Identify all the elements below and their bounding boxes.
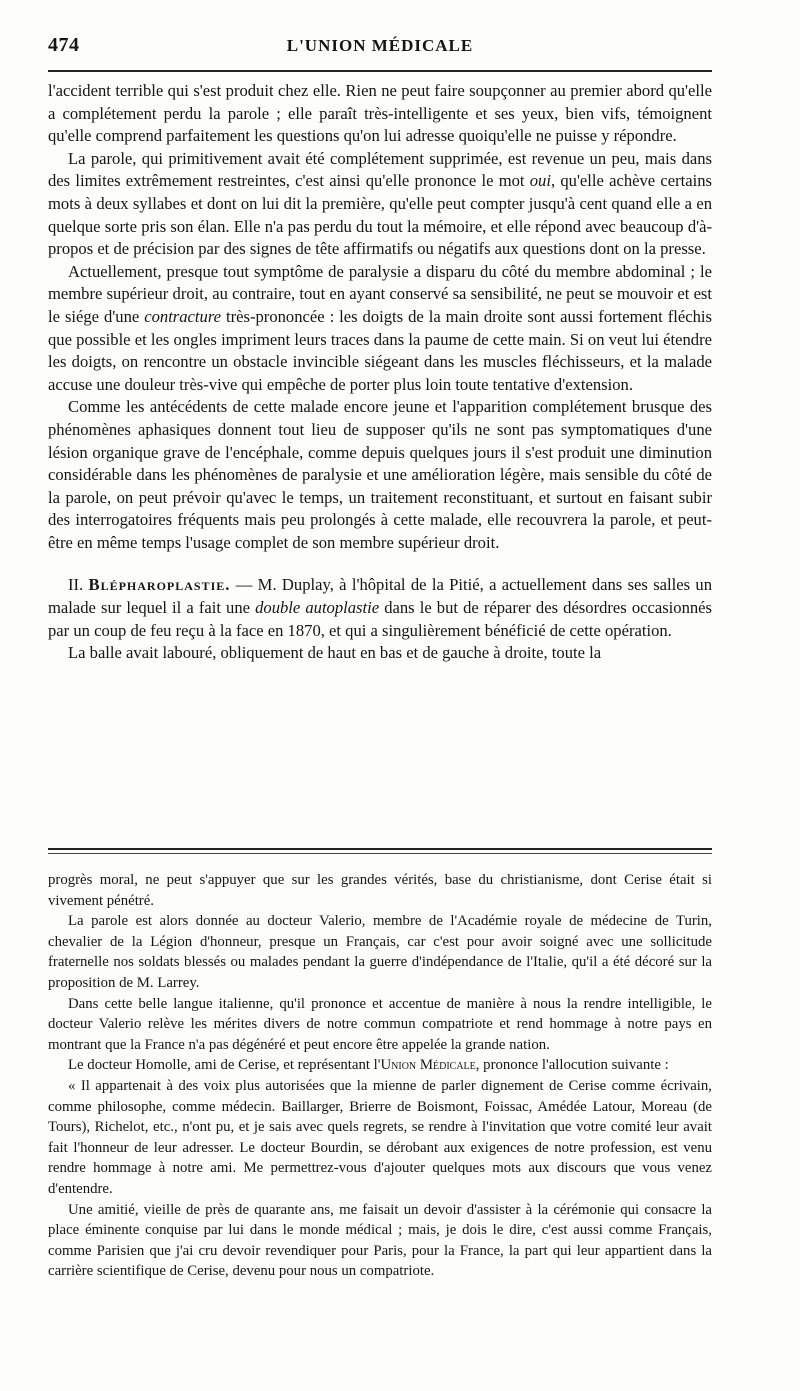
feuilleton-paragraph (48, 1055, 712, 1076)
article-paragraph: l'accident terrible qui s'est produit chez elle. Rien ne peut faire soupçonner au premier abord qu'elle a complétement perdu la parole ; elle paraît très-intelligente et ses yeux, bien vifs, témoignent qu'elle comprend parfaitement les questions qu'on lui adresse quoiqu'elle ne puisse y répondre. (48, 81, 712, 146)
article-paragraph (48, 148, 712, 261)
text-run: Actuellement, presque tout symptôme de paralysie a disparu du côté du membre abdominal ; le membre supérieur droit, au contraire, tout en ayant conservé sa sensibilité, ne peut se mouvoir et est le siége d'une (48, 261, 712, 326)
header-rule (48, 70, 712, 72)
feuilleton-paragraph: Dans cette belle langue italienne, qu'il prononce et accentue de manière à nous la rendre intelligible, le docteur Valerio relève les mérites divers de notre commun compatriote et rend hommage à notre pays en montrant que la France n'a pas dégénéré et peut encore être appelée la grande nation. (48, 995, 712, 1053)
text-run: , prononce l'allocution suivante : (475, 1057, 669, 1074)
section-title: Blépharoplastie. (88, 575, 231, 595)
text-run: , qu'elle achève certains mots à deux syllabes et dont on lui dit la première, qu'elle peut compter jusqu'à cent quand elle a en quelque sorte pris son élan. Elle n'a pas perdu du tout la mémoire, et elle répond avec beaucoup d'à-propos et de précision par des signes de tête affirmatifs ou négatifs aux questions dont on la presse. (48, 171, 712, 259)
section-number: II. (68, 575, 89, 595)
feuilleton-body (48, 870, 712, 1282)
article-body (48, 80, 712, 665)
article-paragraph (48, 261, 712, 397)
feuilleton-paragraph: Une amitié, vieille de près de quarante ans, me faisait un devoir d'assister à la cérémonie qui consacre la place éminente conquise par lui dans le monde médical ; mais, je dois le dire, c'est aussi comme Français, comme Parisien que j'ai cru devoir revendiquer pour Paris, pour la France, la part qui leur appartient dans la carrière scientifique de Cerise, devenu pour nous un compatriote. (48, 1201, 712, 1280)
feuilleton-paragraph: La parole est alors donnée au docteur Valerio, membre de l'Académie royale de médecine de Turin, chevalier de la Légion d'honneur, presque un Français, car c'est pour avoir soigné avec une sollicitude fraternelle nos soldats blessés ou malades pendant la guerre d'indépendance de l'Italie, qu'il a été décoré sur la proposition de M. Larrey. (48, 913, 712, 991)
page-header (48, 34, 712, 64)
italic-term: double autoplastie (255, 598, 380, 618)
article-paragraph: La balle avait labouré, obliquement de haut en bas et de gauche à droite, toute la (68, 643, 602, 663)
feuilleton-separator-thick (48, 848, 712, 850)
journal-title: L'UNION MÉDICALE (286, 36, 474, 55)
feuilleton-paragraph: progrès moral, ne peut s'appuyer que sur les grandes vérités, base du christianisme, dont Cerise était si vivement pénétré. (48, 872, 712, 909)
feuilleton-paragraph: « Il appartenait à des voix plus autorisées que la mienne de parler dignement de Cerise comme écrivain, comme philosophe, comme médecin. Baillarger, Brierre de Boismont, Foissac, Amédée Latour, Moreau (de Tours), Richelot, etc., n'ont pu, et je sais avec quels regrets, se rendre à l'invitation que votre comité leur avait fait l'honneur de leur adresser. Le docteur Bourdin, se dérobant aux exigences de notre profession, est venu rendre hommage à notre ami. Me permettrez-vous d'ajouter quelques mots aux discours que vous venez d'entendre. (48, 1077, 712, 1197)
italic-term: oui (529, 171, 551, 191)
page-number: 474 (48, 34, 80, 56)
italic-term: contracture (144, 306, 222, 326)
article-paragraph: Comme les antécédents de cette malade encore jeune et l'apparition complétement brusque des phénomènes aphasiques donnent tout lieu de supposer qu'ils ne sont pas symptomatiques d'une lésion organique grave de l'encéphale, comme depuis quelques jours il s'est produit une diminution considérable dans les phénomènes de paralysie et une amélioration légère, mais sensible du côté de la parole, on peut prévoir qu'avec le temps, un traitement reconstituant, et surtout en faisant subir des interrogatoires fréquents mais peu prolongés à cette malade, elle recouvrera la parole, et peut-être en même temps l'usage complet de son membre supérieur droit. (48, 397, 712, 552)
text-run: très-prononcée : les doigts de la main droite sont aussi fortement fléchis que possible et les ongles impriment leurs traces dans la paume de cette main. Si on veut lui étendre les doigts, on rencontre un obstacle invincible siégeant dans les muscles fléchisseurs, et la malade accuse une douleur très-vive qui empêche de porter plus loin toute tentative d'extension. (48, 306, 712, 394)
feuilleton-separator-thin (48, 853, 712, 854)
text-run: Le docteur Homolle, ami de Cerise, et représentant l' (68, 1057, 381, 1074)
journal-name-smallcaps: Union Médicale (380, 1057, 476, 1074)
text-run: — M. Duplay, à l'hôpital de la Pitié, a actuellement dans ses salles un malade sur lequel il a fait une (48, 575, 712, 618)
section-paragraph (48, 574, 712, 642)
text-run: La parole, qui primitivement avait été complétement supprimée, est revenue un peu, mais dans des limites extrêmement restreintes, c'est ainsi qu'elle prononce le mot (48, 148, 712, 191)
text-run: dans le but de réparer des désordres occasionnés par un coup de feu reçu à la face en 1870, et qui a singulièrement bénéficié de cette opération. (48, 598, 713, 640)
